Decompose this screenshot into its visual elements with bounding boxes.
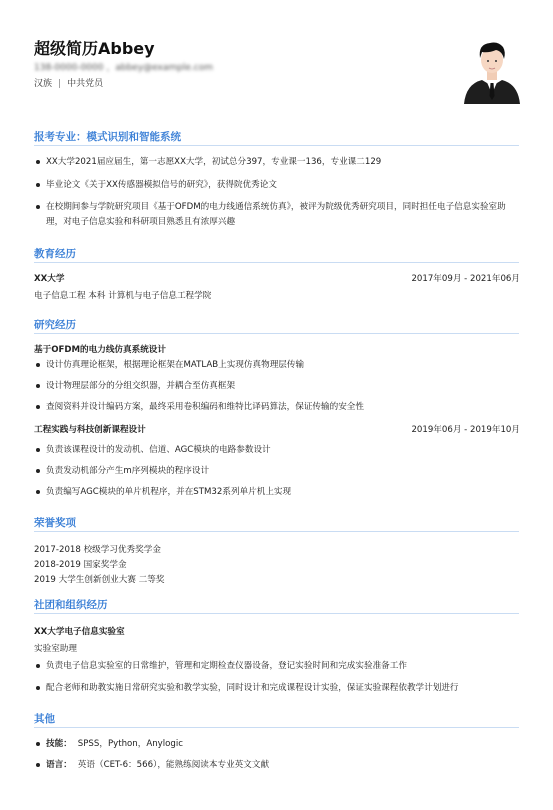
- list-item: 负责电子信息实验室的日常维护，管理和定期检查仪器设备，登记实验时间和完成实验准备工作: [34, 659, 520, 673]
- language-item: [34, 758, 520, 772]
- skills-label: 技能：: [46, 739, 72, 749]
- list-item: 毕业论文《关于XX传感器模拟信号的研究》，获得院优秀论文: [34, 178, 520, 192]
- language-label: 语言：: [46, 760, 72, 770]
- list-item: 配合老师和助教实施日常研究实验和教学实验，同时设计和完成课程设计实验，保证实验课程依教学计划进行: [34, 681, 520, 695]
- project-title: 基于OFDM的电力线仿真系统设计: [34, 345, 166, 355]
- section-divider: [34, 727, 519, 728]
- honor-item: 2017-2018 校级学习优秀奖学金: [34, 545, 161, 555]
- project-dates: 2019年06月 - 2019年10月: [411, 425, 520, 435]
- list-item: 设计物理层部分的分组交织器，并耦合至仿真框架: [34, 379, 520, 393]
- language-value: 英语（CET-6：566），能熟练阅读本专业英文文献: [77, 760, 270, 770]
- list-item: 设计仿真理论框架，根据理论框架在MATLAB上实现仿真物理层传输: [34, 358, 520, 372]
- organization-name: XX大学电子信息实验室: [34, 627, 125, 637]
- list-item: XX大学2021届应届生，第一志愿XX大学，初试总分397，专业课一136，专业课二129: [34, 155, 520, 169]
- honor-item: 2018-2019 国家奖学金: [34, 560, 127, 570]
- personal-info: [34, 76, 103, 89]
- education-header: [34, 272, 520, 284]
- project-header: [34, 423, 520, 435]
- skills-item: [34, 737, 520, 751]
- contact-info-blurred: 138-0000-0000 ，abbey@example.com: [34, 63, 213, 73]
- list-item-continuation: 理，对电子信息实验和科研项目熟悉且有浓厚兴趣: [46, 217, 236, 227]
- list-item: 负责该课程设计的发动机、信道、AGC模块的电路参数设计: [34, 443, 520, 457]
- education-detail: 电子信息工程 本科 计算机与电子信息工程学院: [34, 291, 212, 301]
- person-avatar-icon: [462, 34, 522, 104]
- section-divider: [34, 262, 519, 263]
- section-divider: [34, 333, 519, 334]
- education-dates: 2017年09月 - 2021年06月: [411, 274, 520, 284]
- ethnicity: 汉族: [34, 79, 53, 89]
- list-item-line: 在校期间参与学院研究项目《基于OFDM的电力线通信系统仿真》，被评为院级优秀研究项目，同时担任电子信息实验室助: [46, 202, 506, 212]
- project-title: 工程实践与科技创新课程设计: [34, 425, 146, 435]
- section-title-major: 报考专业：模式识别和智能系统: [34, 131, 181, 143]
- section-divider: [34, 145, 519, 146]
- skills-value: SPSS，Python，Anylogic: [77, 739, 183, 749]
- list-item: 查阅资料并设计编码方案，最终采用卷积编码和维特比译码算法，保证传输的安全性: [34, 400, 520, 414]
- resume-name: 超级简历Abbey: [34, 39, 155, 58]
- school-name: XX大学: [34, 274, 65, 284]
- honor-item: 2019 大学生创新创业大赛 二等奖: [34, 575, 165, 585]
- section-divider: [34, 613, 519, 614]
- organization-role: 实验室助理: [34, 644, 77, 654]
- section-title-honors: 荣誉奖项: [34, 517, 76, 529]
- section-title-research: 研究经历: [34, 319, 76, 331]
- divider: |: [58, 79, 62, 89]
- section-title-clubs: 社团和组织经历: [34, 599, 108, 611]
- list-item: [34, 200, 520, 214]
- list-item: 负责发动机部分产生m序列模块的程序设计: [34, 464, 520, 478]
- section-title-other: 其他: [34, 713, 55, 725]
- section-divider: [34, 531, 519, 532]
- section-title-education: 教育经历: [34, 248, 76, 260]
- list-item: 负责编写AGC模块的单片机程序，并在STM32系列单片机上实现: [34, 485, 520, 499]
- political-status: 中共党员: [67, 79, 104, 89]
